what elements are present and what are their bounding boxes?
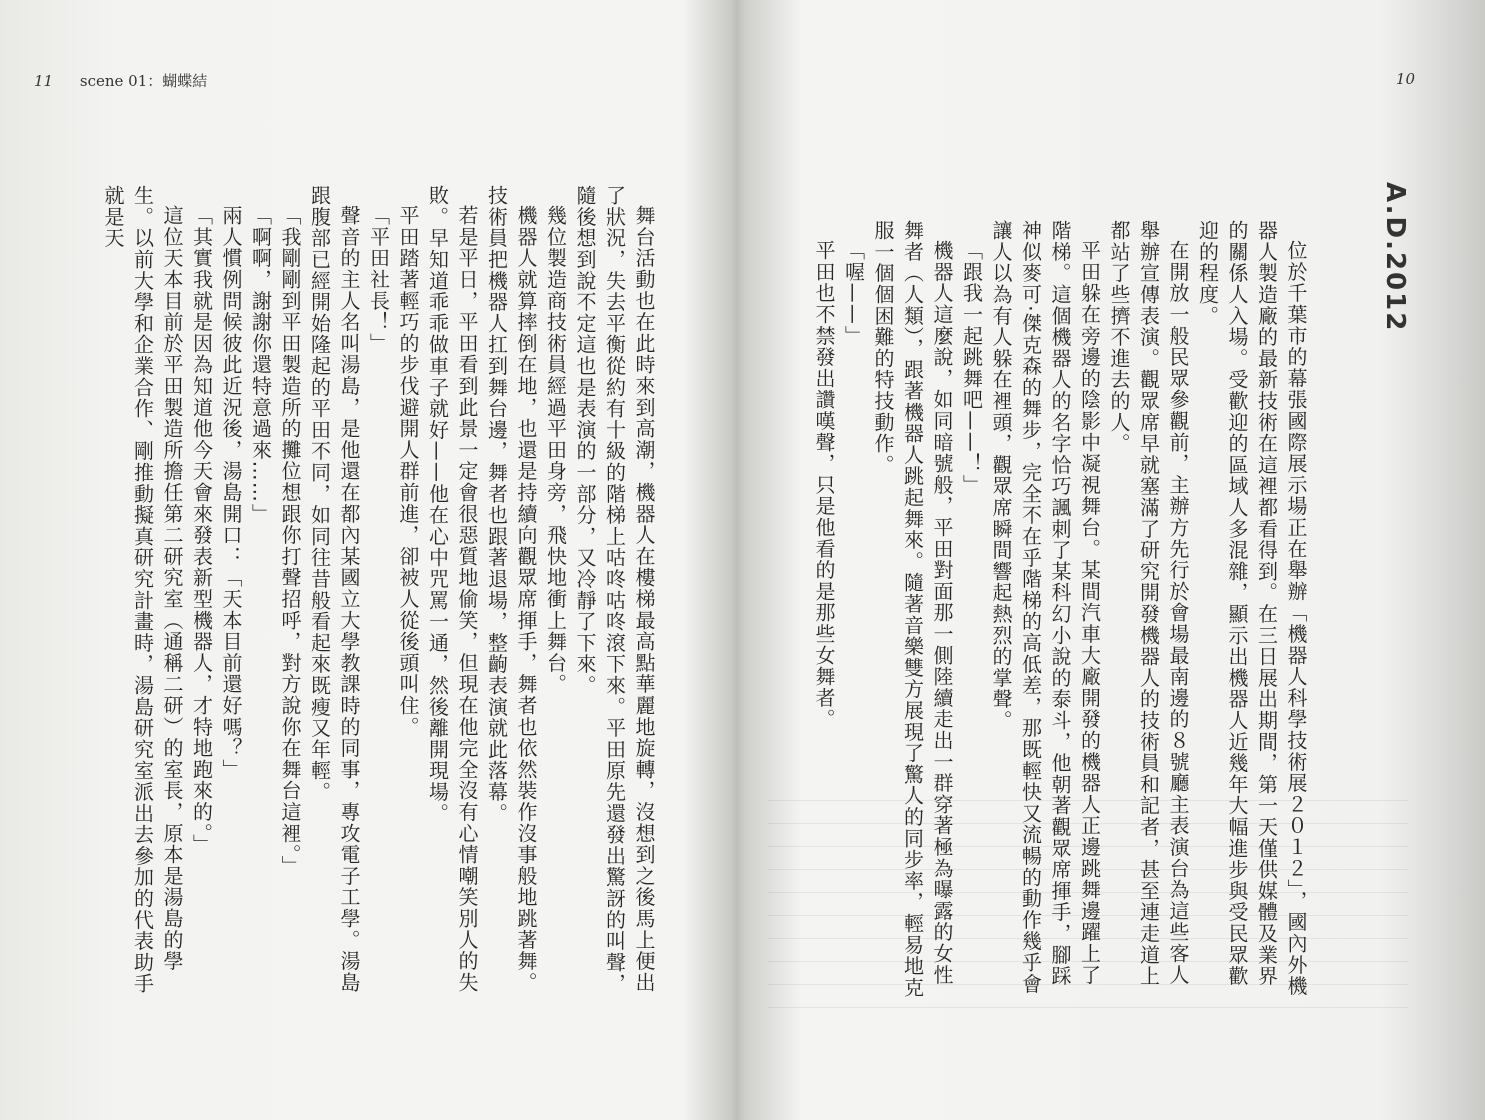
paragraph: 舞台活動也在此時來到高潮，機器人在樓梯最高點華麗地旋轉，沒想到之後馬上便出了狀況，失去平衡從約有十級的階梯上咕咚咕咚滾下來。平田原先還發出驚訝的叫聲，隨後想到說不定這也是表演的一部分，又冷靜了下來。 [573,185,656,995]
paragraph: 機器人這麼說，如同暗號般，平田對面那一側陸續走出一群穿著極為曝露的女性舞者（人類），跟著機器人跳起舞來。隨著音樂雙方展現了驚人的同步率，輕易地克服一個個困難的特技動作。 [871,220,954,999]
body-text [98,185,658,995]
paragraph: 在開放一般民眾參觀前，主辦方先行於會場最南邊的８號廳主表演台為這些客人舉辦宣傳表演。觀眾席早就塞滿了研究開發機器人的技術員和記者，甚至連走道上都站了些擠不進去的人。 [1107,220,1190,987]
paragraph: 幾位製造商技術員經過平田身旁，飛快地衝上舞台。 [543,205,568,695]
paragraph: 這位天本目前於平田製造所擔任第二研究室（通稱二研）的室長，原本是湯島的學生。以前大學和企業合作、剛推動擬真研究計畫時，湯島研究室派出去參加的代表助手就是天 [101,185,184,995]
paragraph: 位於千葉市的幕張國際展示場正在舉辦「機器人科學技術展２０１２」，國內外機器人製造廠的最新技術在這裡都看得到。在三日展出期間，第一天僅供媒體及業界的關係人入場。受歡迎的區域人多混雜，顯示出機器人近幾年大幅進步與受民眾歡迎的程度。 [1195,220,1308,997]
dialogue: 「跟我一起跳舞吧——！」 [959,240,984,496]
dialogue: 「啊啊，謝謝你還特意過來……」 [248,205,273,525]
paragraph: 平田踏著輕巧的步伐避開人群前進，卻被人從後頭叫住。 [396,205,420,738]
bleed-through-shadow [768,800,1408,1030]
running-header [34,70,207,91]
paragraph: 平田躲在旁邊的陰影中凝視舞台。某間汽車大廠開發的機器人正邊跳舞邊躍上了階梯。這個機器人的名字恰巧諷刺了某科幻小說的泰斗，他朝著觀眾席揮手，腳踩神似麥可·傑克森的舞步，完全不在乎階梯的高低差，那既輕快又流暢的動作幾乎會讓人以為有人躲在裡頭，觀眾席瞬間響起熱烈的掌聲。 [989,220,1102,995]
dialogue: 「我剛剛到平田製造所的攤位想跟你打聲招呼，對方說你在舞台這裡。」 [278,205,302,877]
chapter-title: A.D.2012 [1380,182,1410,333]
paragraph: 聲音的主人名叫湯島，是他還在都內某國立大學教課時的同事，專攻電子工學。湯島跟腹部已經開始隆起的平田不同，如同往昔般看起來既瘦又年輕。 [307,185,361,994]
dialogue: 「喔——」 [841,240,866,347]
dialogue: 「其實我就是因為知道他今天會來發表新型機器人，才特地跑來的。」 [189,205,214,856]
paragraph: 兩人慣例問候彼此近況後，湯島開口：「天本目前還好嗎？」 [219,205,243,781]
left-page [0,0,735,1120]
running-header-title: scene 01：蝴蝶結 [79,72,208,90]
paragraph: 機器人就算摔倒在地，也還是持續向觀眾席揮手，舞者也依然裝作沒事般地跳著舞。技術員把機器人扛到舞台邊，舞者也跟著退場，整齣表演就此落幕。 [484,185,538,994]
paragraph: 平田也不禁發出讚嘆聲，只是他看的是那些女舞者。 [812,240,836,730]
page-number: 11 [34,72,54,90]
paragraph: 若是平日，平田看到此景一定會很惡質地偷笑，但現在他完全沒有心情嘲笑別人的失敗。早知道乖乖做車子就好——他在心中咒罵一通，然後離開現場。 [425,185,479,994]
page-number: 10 [1395,70,1415,88]
dialogue: 「平田社長！」 [366,205,391,355]
